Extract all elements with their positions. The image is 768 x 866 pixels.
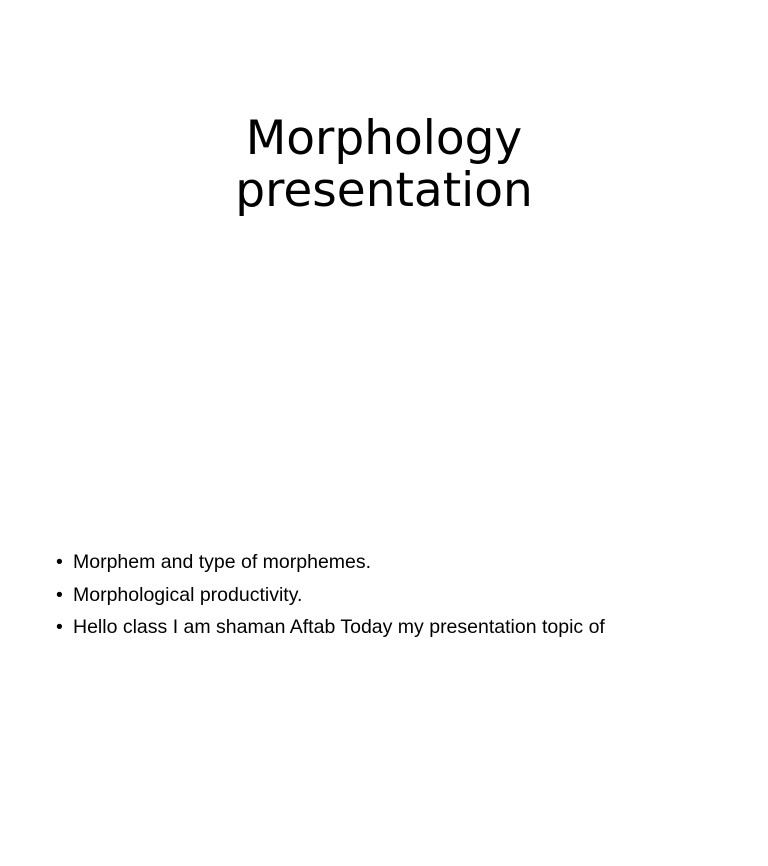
- bullet-text: Hello class I am shaman Aftab Today my presentation topic of: [73, 616, 605, 638]
- bullet-dot-icon: •: [56, 551, 63, 573]
- bullet-dot-icon: •: [56, 616, 63, 638]
- slide-title: [134, 113, 634, 217]
- slide-title-line-2: presentation: [235, 163, 533, 218]
- slide-title-line-1: Morphology: [245, 111, 523, 166]
- bullet-item-introduction: [56, 611, 736, 644]
- bullet-dot-icon: •: [56, 583, 63, 606]
- bullet-list: [56, 546, 736, 644]
- bullet-text: Morphological productivity.: [73, 583, 303, 606]
- bullet-item-productivity: [56, 579, 736, 612]
- bullet-item-morphemes: [56, 546, 736, 579]
- bullet-text: Morphem and type of morphemes.: [73, 551, 372, 573]
